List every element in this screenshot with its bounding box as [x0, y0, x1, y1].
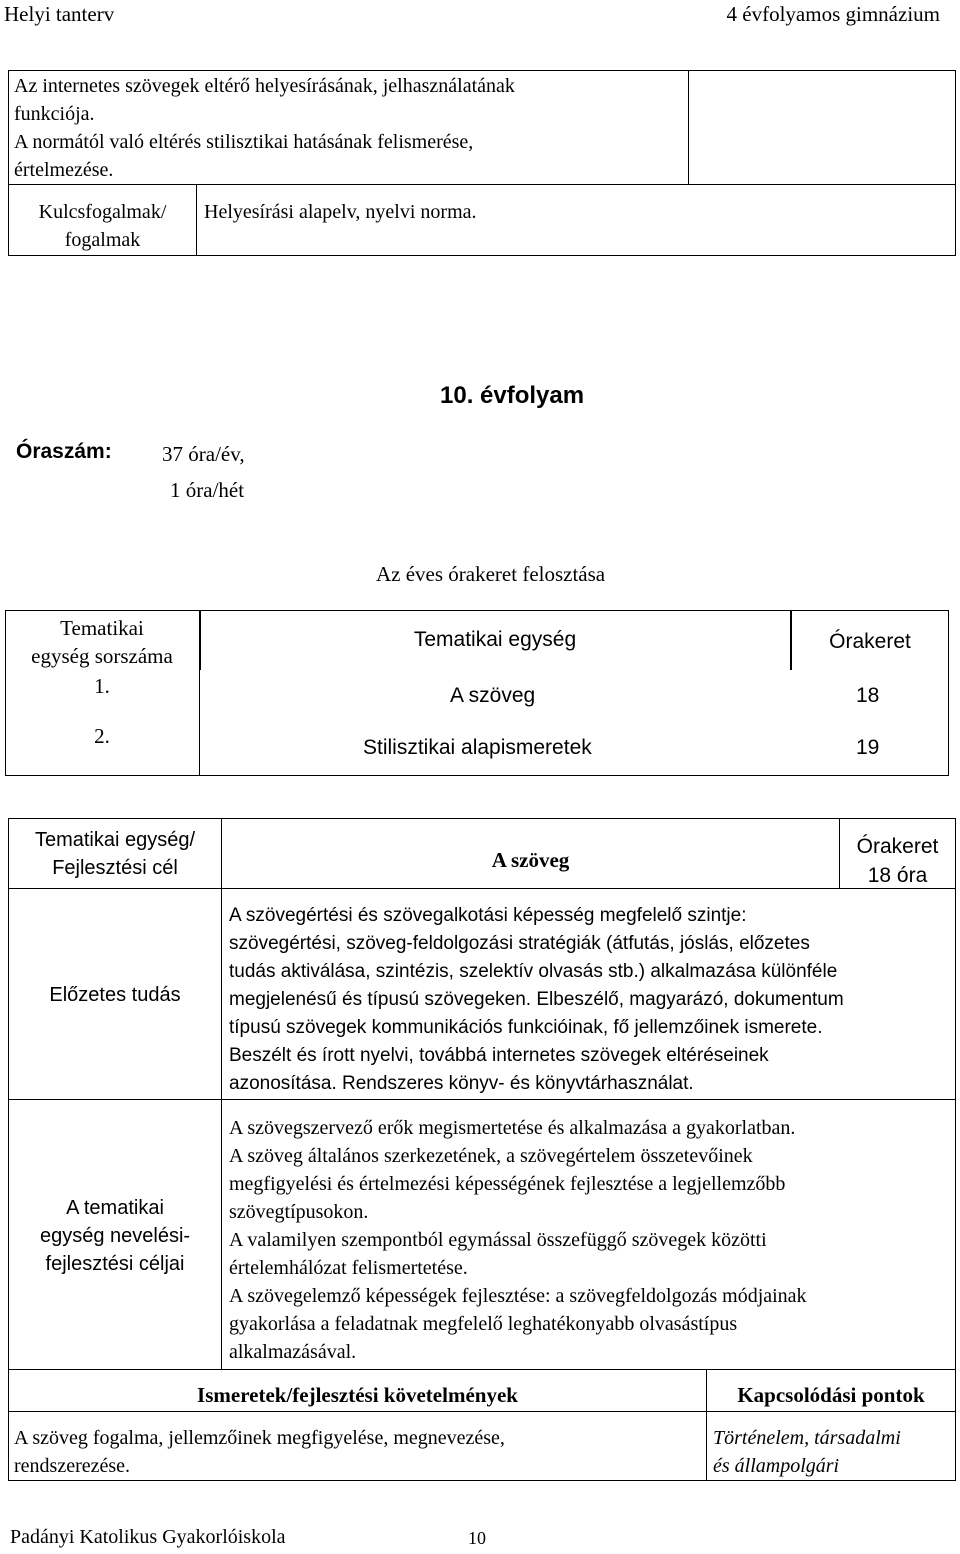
goals-line: A valamilyen szempontból egymással összefüggő szövegek közötti	[229, 1229, 767, 1251]
goals-text	[229, 1114, 807, 1366]
kulcs-value: Helyesírási alapelv, nyelvi norma.	[204, 201, 477, 223]
oraszam-label: Óraszám:	[16, 440, 112, 463]
req-line: rendszerezése.	[14, 1455, 131, 1477]
distribution-row-num: 1.	[94, 674, 110, 698]
distribution-row-num: 2.	[94, 724, 110, 748]
footer-page-number: 10	[468, 1528, 486, 1548]
kulcs-label	[8, 198, 197, 254]
header-right: 4 évfolyamos gimnázium	[726, 2, 940, 26]
distribution-row-unit: Stilisztikai alapismeretek	[363, 736, 592, 759]
distribution-col-num	[5, 614, 199, 670]
prior-line: típusú szövegek kommunikációs funkcióinak, fő jellemzőinek ismerete.	[229, 1017, 823, 1038]
links-line: és állampolgári	[713, 1455, 840, 1477]
top-row1-right-cell	[688, 70, 956, 185]
oraszam-line2: 1 óra/hét	[170, 478, 245, 502]
goals-line: gyakorlása a feladatnak megfelelő leghatékonyabb olvasástípus	[229, 1313, 738, 1335]
distribution-col-num-line: egység sorszáma	[31, 644, 173, 668]
distribution-col-num-line: Tematikai	[60, 616, 144, 640]
prior-line: A szövegértési és szövegalkotási képesség megfelelő szintje:	[229, 905, 747, 926]
distribution-row-unit: A szöveg	[450, 684, 536, 707]
goals-line: A szövegelemző képességek fejlesztése: a szövegfeldolgozás módjainak	[229, 1285, 807, 1307]
unit-hdr-left-line: Tematikai egység/	[34, 829, 196, 851]
top-row1-line: Az internetes szövegek eltérő helyesírásának, jelhasználatának	[14, 75, 515, 97]
distribution-row-hours: 19	[856, 736, 880, 759]
prior-line: Beszélt és írott nyelvi, továbbá internetes szövegek eltéréseinek	[229, 1045, 769, 1066]
goals-label-line: A tematikai	[66, 1197, 164, 1219]
distribution-title: Az éves órakeret felosztása	[376, 562, 606, 586]
req-header: Ismeretek/fejlesztési követelmények	[197, 1383, 518, 1407]
top-row1-line: funkciója.	[14, 103, 95, 125]
unit-hdr-left-line: Fejlesztési cél	[52, 857, 178, 879]
goals-line: alkalmazásával.	[229, 1341, 357, 1363]
req-content	[14, 1424, 505, 1480]
kulcs-label-line: fogalmak	[64, 229, 141, 251]
top-row1-text	[14, 72, 515, 184]
distribution-col-unit: Tematikai egység	[413, 628, 577, 651]
unit-hdr-left	[8, 826, 222, 882]
header-left: Helyi tanterv	[4, 2, 115, 26]
links-line: Történelem, társadalmi	[713, 1427, 901, 1449]
footer-school: Padányi Katolikus Gyakorlóiskola	[10, 1526, 286, 1548]
kulcs-label-line: Kulcsfogalmak/	[38, 201, 167, 223]
prior-line: azonosítása. Rendszeres könyv- és könyvtárhasználat.	[229, 1073, 694, 1094]
goals-line: értelemhálózat felismertetése.	[229, 1257, 468, 1279]
goals-line: megfigyelési és értelmezési képességének fejlesztése a legjellemzőbb	[229, 1173, 786, 1195]
goals-label-line: egység nevelési-	[39, 1225, 191, 1247]
top-row1-line: értelmezése.	[14, 159, 114, 181]
distribution-col-hours: Órakeret	[829, 630, 911, 653]
oraszam-line1: 37 óra/év,	[162, 442, 245, 466]
prior-label: Előzetes tudás	[49, 984, 181, 1006]
prior-text	[229, 902, 844, 1098]
req-line: A szöveg fogalma, jellemzőinek megfigyelése, megnevezése,	[14, 1427, 505, 1449]
distribution-row-hours: 18	[856, 684, 880, 707]
unit-hdr-right	[839, 832, 956, 890]
prior-line: tudás aktiválása, szintézis, szelektív olvasás stb.) alkalmazása különféle	[229, 961, 838, 982]
links-header: Kapcsolódási pontok	[737, 1383, 925, 1407]
goals-line: szövegtípusokon.	[229, 1201, 369, 1223]
prior-line: szövegértési, szöveg-feldolgozási stratégiák (átfutás, jóslás, előzetes	[229, 933, 810, 954]
goals-label-line: fejlesztési céljai	[45, 1253, 185, 1275]
top-row1-line: A normától való eltérés stilisztikai hatásának felismerése,	[14, 131, 474, 153]
grade-title: 10. évfolyam	[440, 382, 585, 409]
goals-line: A szöveg általános szerkezetének, a szövegértelem összetevőinek	[229, 1145, 753, 1167]
unit-hdr-right-line: Órakeret	[856, 835, 939, 858]
links-content	[713, 1424, 901, 1480]
unit-hdr-right-line: 18 óra	[867, 864, 928, 887]
goals-label	[8, 1194, 222, 1278]
unit-hdr-mid: A szöveg	[491, 848, 570, 872]
goals-line: A szövegszervező erők megismertetése és alkalmazása a gyakorlatban.	[229, 1117, 796, 1139]
prior-line: megjelenésű és típusú szövegeken. Elbeszélő, magyarázó, dokumentum	[229, 989, 844, 1010]
